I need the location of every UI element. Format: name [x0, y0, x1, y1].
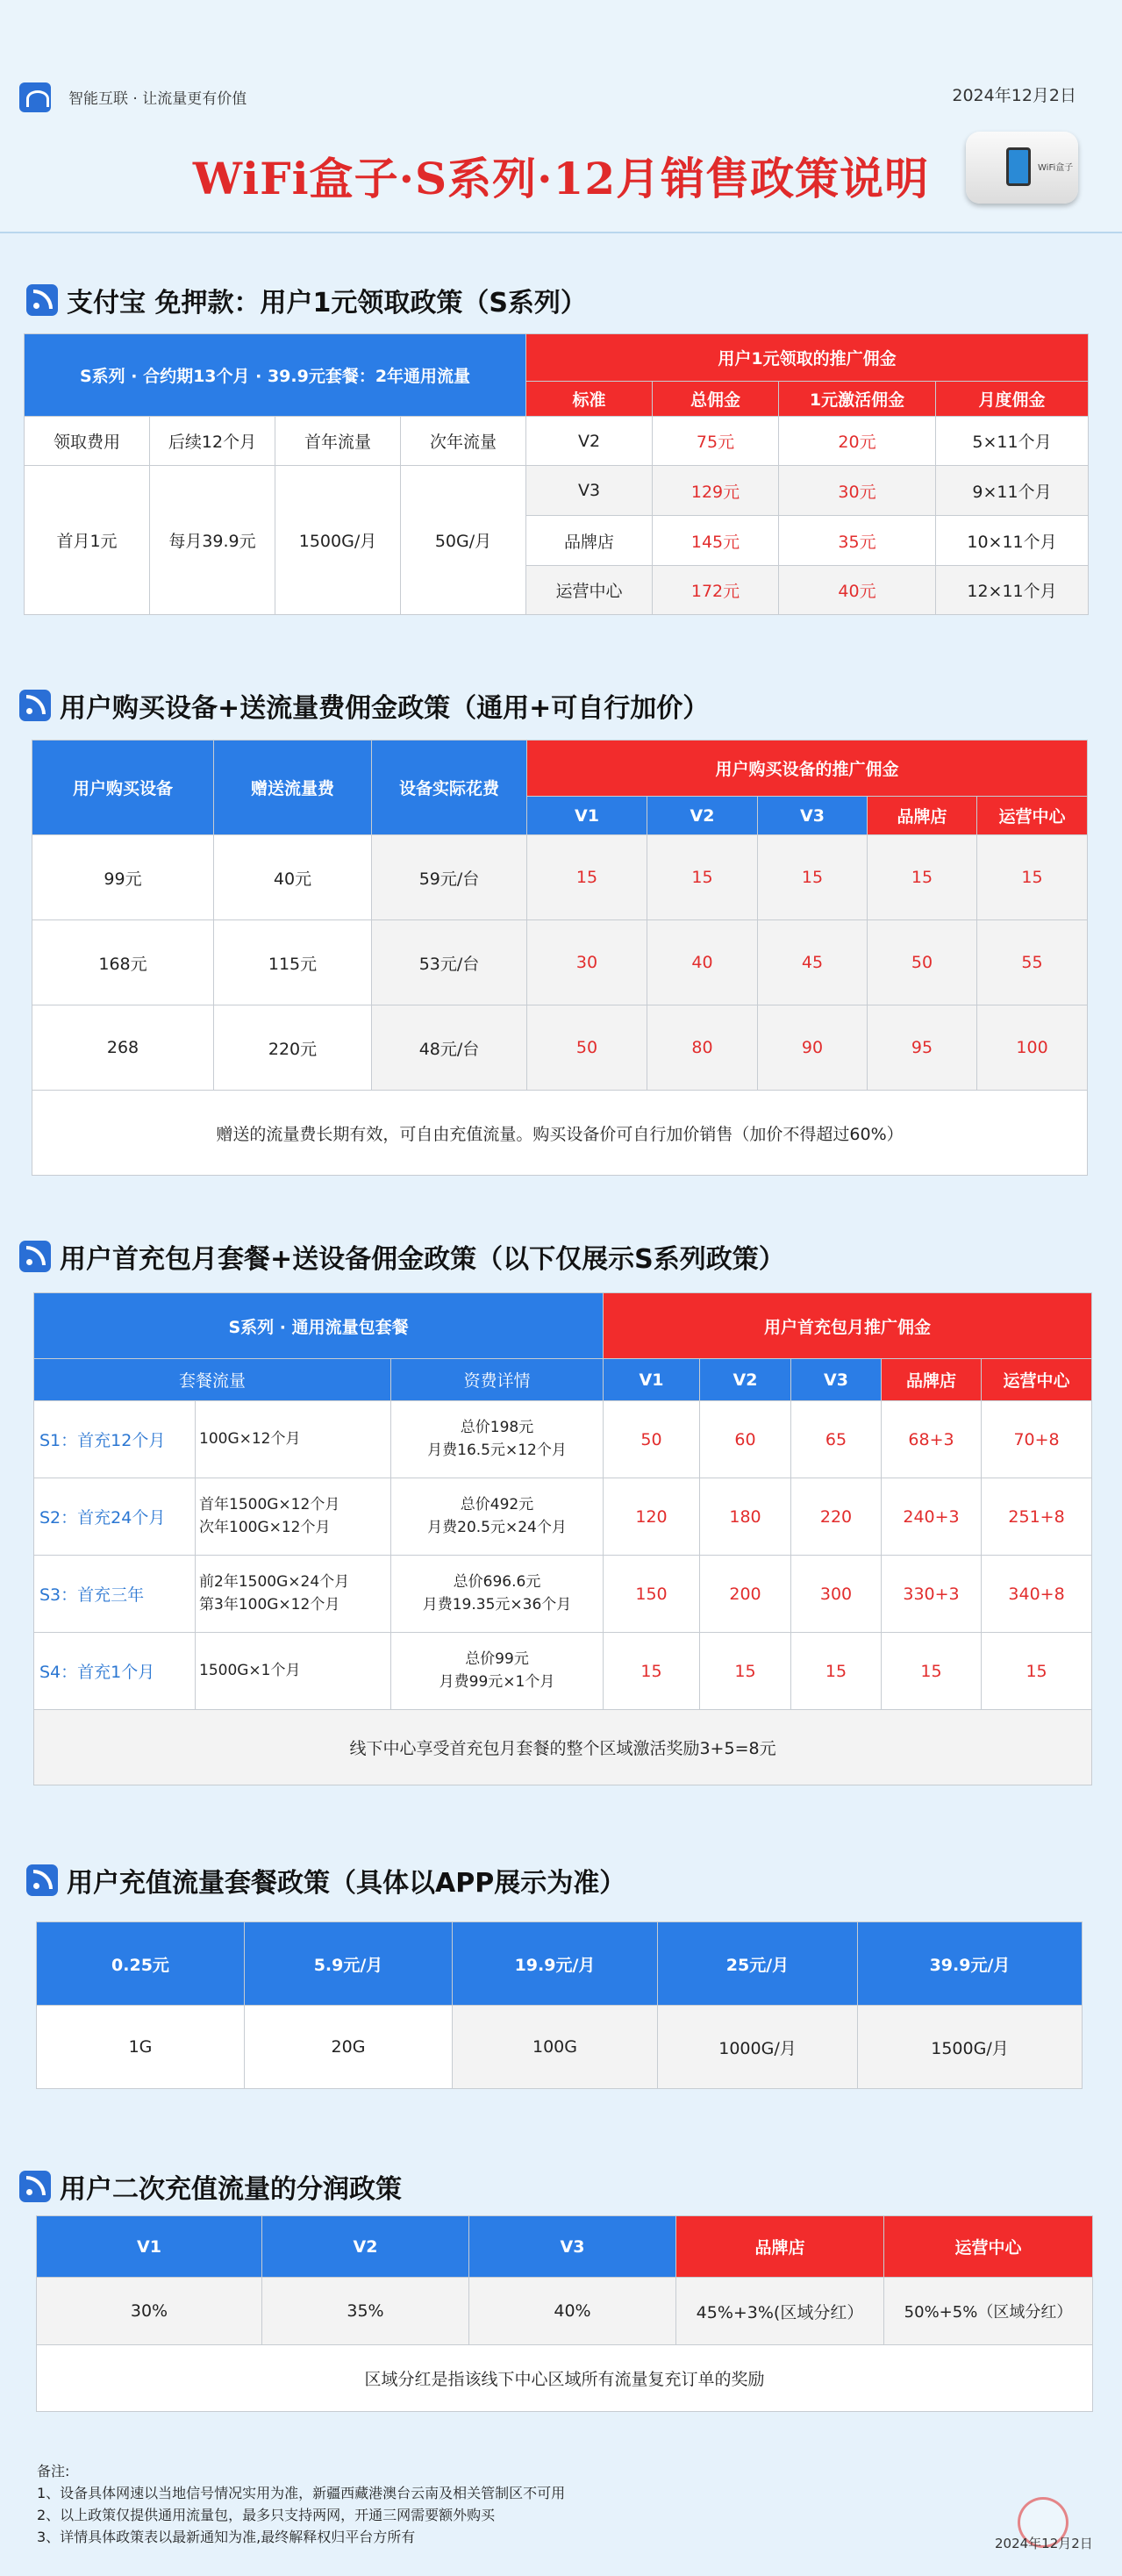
commission-cell: 90	[758, 1005, 868, 1091]
commission-cell: 15	[647, 835, 758, 920]
note-item: 3、详情具体政策表以最新通知为准,最终解释权归平台方所有	[37, 2529, 416, 2545]
wifi-signal-icon	[26, 1864, 58, 1896]
commission-cell: 200	[700, 1556, 791, 1633]
plan-name: S3：首充三年	[34, 1556, 196, 1633]
col-label: 首年流量	[275, 417, 401, 466]
monthly-commission: 12×11个月	[936, 566, 1089, 615]
level-cell: 品牌店	[526, 516, 653, 566]
slogan: 智能互联 · 让流量更有价值	[68, 90, 247, 108]
footer-date: 2024年12月2日	[995, 2536, 1093, 2551]
level-header: 品牌店	[882, 1359, 982, 1401]
share-cell: 45%+3%(区域分红）	[676, 2278, 884, 2345]
notes-heading: 备注:	[37, 2463, 70, 2479]
level-header: V2	[647, 797, 758, 835]
commission-cell: 45	[758, 920, 868, 1005]
series-header: S系列 · 合约期13个月 · 39.9元套餐：2年通用流量	[25, 334, 526, 417]
wifi-signal-icon	[19, 2171, 51, 2202]
col-header: 设备实际花费	[372, 741, 527, 835]
commission-cell: 68+3	[882, 1401, 982, 1478]
section-title-text: 用户充值流量套餐政策（具体以APP展示为准）	[67, 1868, 626, 1899]
commission-cell: 15	[604, 1633, 700, 1710]
commission-cell: 50	[868, 920, 977, 1005]
section-title-text: 用户购买设备+送流量费佣金政策（通用+可自行加价）	[60, 693, 710, 724]
commission-cell: 80	[647, 1005, 758, 1091]
plan-fee	[391, 1633, 604, 1710]
value-cell: 首月1元	[25, 466, 150, 615]
level-header: V1	[37, 2216, 262, 2278]
commission-cell: 150	[604, 1556, 700, 1633]
share-cell: 40%	[469, 2278, 676, 2345]
gift-cell: 115元	[214, 920, 372, 1005]
section-title-text: 支付宝 免押款：用户1元领取政策（S系列）	[67, 288, 587, 318]
first-recharge-table	[33, 1292, 1092, 1785]
table-note: 线下中心享受首充包月套餐的整个区域激活奖励3+5=8元	[34, 1710, 1092, 1785]
table-note: 赠送的流量费长期有效，可自由充值流量。购买设备价可自行加价销售（加价不得超过60%）	[32, 1091, 1088, 1176]
value-cell: 50G/月	[401, 466, 526, 615]
level-header: 运营中心	[982, 1359, 1092, 1401]
total-commission: 145元	[653, 516, 779, 566]
gift-cell: 220元	[214, 1005, 372, 1091]
page-header	[0, 0, 1122, 233]
level-header: V3	[791, 1359, 882, 1401]
col-header: 总佣金	[653, 382, 779, 417]
commission-cell: 300	[791, 1556, 882, 1633]
level-header: V2	[262, 2216, 469, 2278]
price-cell: 168元	[32, 920, 214, 1005]
plan-flow	[196, 1401, 391, 1478]
section-title-text: 用户二次充值流量的分润政策	[60, 2174, 402, 2205]
activation-commission: 20元	[779, 417, 936, 466]
plan-fee-monthly: 月费19.35元×36个月	[422, 1595, 572, 1614]
wifi-signal-icon	[26, 284, 58, 316]
plan-fee-total: 总价696.6元	[453, 1573, 541, 1591]
commission-cell: 251+8	[982, 1478, 1092, 1556]
col-header: 标准	[526, 382, 653, 417]
commission-cell: 340+8	[982, 1556, 1092, 1633]
profit-share-table	[36, 2215, 1093, 2412]
col-header: 月度佣金	[936, 382, 1089, 417]
level-header: V2	[700, 1359, 791, 1401]
share-cell: 50%+5%（区域分红）	[884, 2278, 1093, 2345]
section-title-alipay	[26, 281, 587, 319]
value-cell: 1500G/月	[275, 466, 401, 615]
commission-cell: 50	[604, 1401, 700, 1478]
price-header: 39.9元/月	[858, 1922, 1083, 2006]
col-header: 资费详情	[391, 1359, 604, 1401]
section-title-device-purchase	[19, 686, 709, 725]
share-cell: 30%	[37, 2278, 262, 2345]
plan-name: S1：首充12个月	[34, 1401, 196, 1478]
commission-cell: 30	[527, 920, 647, 1005]
commission-cell: 15	[527, 835, 647, 920]
page-title: WiFi盒子·S系列·12月销售政策说明	[192, 153, 930, 204]
wifi-signal-icon	[19, 1241, 51, 1272]
commission-cell: 65	[791, 1401, 882, 1478]
level-header: V3	[758, 797, 868, 835]
col-label: 后续12个月	[150, 417, 275, 466]
commission-cell: 70+8	[982, 1401, 1092, 1478]
monthly-commission: 10×11个月	[936, 516, 1089, 566]
commission-cell: 15	[982, 1633, 1092, 1710]
col-header: 用户购买设备	[32, 741, 214, 835]
level-header: V3	[469, 2216, 676, 2278]
total-commission: 129元	[653, 466, 779, 516]
commission-cell: 15	[977, 835, 1088, 920]
plan-fee-monthly: 月费20.5元×24个月	[427, 1518, 567, 1536]
amount-cell: 1000G/月	[658, 2006, 858, 2089]
activation-commission: 30元	[779, 466, 936, 516]
level-header: 品牌店	[868, 797, 977, 835]
commission-cell: 240+3	[882, 1478, 982, 1556]
commission-cell: 220	[791, 1478, 882, 1556]
monthly-commission: 5×11个月	[936, 417, 1089, 466]
price-header: 5.9元/月	[245, 1922, 453, 2006]
plan-name: S4：首充1个月	[34, 1633, 196, 1710]
wifi-box-device-image	[966, 132, 1078, 204]
level-cell: V2	[526, 417, 653, 466]
recharge-plans-table	[36, 1921, 1083, 2089]
cost-cell: 48元/台	[372, 1005, 527, 1091]
plan-fee-monthly: 月费16.5元×12个月	[427, 1441, 567, 1459]
price-cell: 99元	[32, 835, 214, 920]
plan-flow-line: 100G×12个月	[199, 1429, 301, 1448]
plan-flow-line: 次年100G×12个月	[199, 1518, 331, 1536]
section-title-first-recharge	[19, 1237, 785, 1276]
cost-cell: 53元/台	[372, 920, 527, 1005]
col-label: 领取费用	[25, 417, 150, 466]
activation-commission: 40元	[779, 566, 936, 615]
plan-fee	[391, 1556, 604, 1633]
commission-cell: 15	[758, 835, 868, 920]
plan-fee	[391, 1478, 604, 1556]
level-cell: V3	[526, 466, 653, 516]
brand-logo-icon	[19, 82, 51, 112]
amount-cell: 100G	[453, 2006, 658, 2089]
commission-cell: 330+3	[882, 1556, 982, 1633]
section-title-text: 用户首充包月套餐+送设备佣金政策（以下仅展示S系列政策）	[60, 1244, 785, 1275]
level-header: 运营中心	[977, 797, 1088, 835]
commission-cell: 15	[791, 1633, 882, 1710]
section-title-second-recharge	[19, 2167, 402, 2206]
plan-flow	[196, 1478, 391, 1556]
plan-flow-line: 第3年100G×12个月	[199, 1595, 340, 1614]
gift-cell: 40元	[214, 835, 372, 920]
commission-header: 用户首充包月推广佣金	[604, 1293, 1092, 1359]
plan-fee	[391, 1401, 604, 1478]
col-header: 赠送流量费	[214, 741, 372, 835]
table-note: 区域分红是指该线下中心区域所有流量复充订单的奖励	[37, 2345, 1093, 2412]
commission-header: 用户1元领取的推广佣金	[526, 334, 1089, 382]
value-cell: 每月39.9元	[150, 466, 275, 615]
commission-cell: 40	[647, 920, 758, 1005]
plan-fee-total: 总价198元	[460, 1419, 534, 1436]
cost-cell: 59元/台	[372, 835, 527, 920]
note-item: 1、设备具体网速以当地信号情况实用为准，新疆西藏港澳台云南及相关管制区不可用	[37, 2485, 566, 2501]
price-header: 19.9元/月	[453, 1922, 658, 2006]
commission-cell: 95	[868, 1005, 977, 1091]
commission-cell: 60	[700, 1401, 791, 1478]
plan-fee-monthly: 月费99元×1个月	[439, 1672, 555, 1691]
commission-header: 用户购买设备的推广佣金	[527, 741, 1088, 797]
monthly-commission: 9×11个月	[936, 466, 1089, 516]
total-commission: 75元	[653, 417, 779, 466]
total-commission: 172元	[653, 566, 779, 615]
commission-cell: 120	[604, 1478, 700, 1556]
commission-cell: 15	[700, 1633, 791, 1710]
note-item: 2、以上政策仅提供通用流量包，最多只支持两网，开通三网需要额外购买	[37, 2507, 496, 2523]
section-title-recharge-plans	[26, 1861, 625, 1900]
footer-notes	[37, 2460, 565, 2548]
alipay-policy-table	[24, 333, 1089, 615]
device-purchase-table	[32, 740, 1088, 1176]
level-header: V1	[527, 797, 647, 835]
price-cell: 268	[32, 1005, 214, 1091]
plan-flow-line: 前2年1500G×24个月	[199, 1573, 350, 1591]
commission-cell: 15	[882, 1633, 982, 1710]
share-cell: 35%	[262, 2278, 469, 2345]
plan-flow-line: 首年1500G×12个月	[199, 1496, 340, 1513]
plan-name: S2：首充24个月	[34, 1478, 196, 1556]
plan-flow-line: 1500G×1个月	[199, 1661, 301, 1679]
level-cell: 运营中心	[526, 566, 653, 615]
commission-cell: 55	[977, 920, 1088, 1005]
amount-cell: 1500G/月	[858, 2006, 1083, 2089]
plan-flow	[196, 1556, 391, 1633]
price-header: 25元/月	[658, 1922, 858, 2006]
price-header: 0.25元	[37, 1922, 245, 2006]
commission-cell: 100	[977, 1005, 1088, 1091]
col-header: 1元激活佣金	[779, 382, 936, 417]
level-header: 运营中心	[884, 2216, 1093, 2278]
plan-fee-total: 总价99元	[465, 1650, 529, 1668]
col-header: 套餐流量	[34, 1359, 391, 1401]
device-label: WiFi盒子	[1038, 163, 1074, 173]
col-label: 次年流量	[401, 417, 526, 466]
level-header: V1	[604, 1359, 700, 1401]
header-date: 2024年12月2日	[952, 86, 1076, 105]
level-header: 品牌店	[676, 2216, 884, 2278]
device-screen	[1006, 147, 1031, 186]
amount-cell: 20G	[245, 2006, 453, 2089]
activation-commission: 35元	[779, 516, 936, 566]
plan-flow	[196, 1633, 391, 1710]
amount-cell: 1G	[37, 2006, 245, 2089]
wifi-signal-icon	[19, 690, 51, 721]
commission-cell: 50	[527, 1005, 647, 1091]
commission-cell: 180	[700, 1478, 791, 1556]
plan-fee-total: 总价492元	[460, 1496, 534, 1513]
series-header: S系列 · 通用流量包套餐	[34, 1293, 604, 1359]
commission-cell: 15	[868, 835, 977, 920]
